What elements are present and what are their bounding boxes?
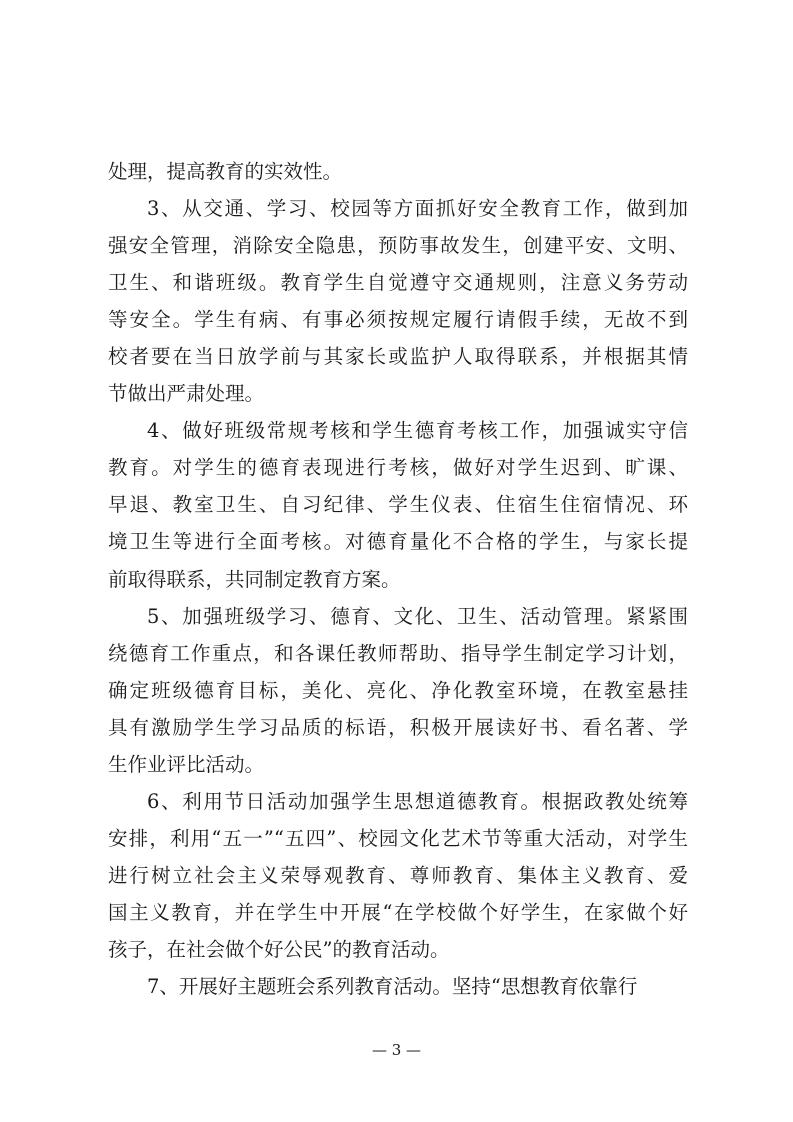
paragraph-line: 境卫生等进行全面考核。对德育量化不合格的学生，与家长提 <box>108 530 688 553</box>
paragraph-line: 教育。对学生的德育表现进行考核，做好对学生迟到、旷课、 <box>108 456 688 479</box>
paragraph-line: 生作业评比活动。 <box>108 753 265 776</box>
paragraph-line: 进行树立社会主义荣辱观教育、尊师教育、集体主义教育、爱 <box>108 864 688 887</box>
paragraph-line: 3、从交通、学习、校园等方面抓好安全教育工作，做到加 <box>147 197 688 220</box>
paragraph-line: 绕德育工作重点，和各课任教师帮助、指导学生制定学习计划， <box>108 642 688 665</box>
paragraph-line: 强安全管理，消除安全隐患，预防事故发生，创建平安、文明、 <box>108 234 688 257</box>
paragraph-line: 处理，提高教育的实效性。 <box>108 160 343 183</box>
paragraph-line: 等安全。学生有病、有事必须按规定履行请假手续，无故不到 <box>108 308 688 331</box>
page-number: — 3 — <box>371 1041 422 1059</box>
paragraph-line: 校者要在当日放学前与其家长或监护人取得联系，并根据其情 <box>108 345 688 368</box>
paragraph-line: 安排，利用“五一”“五四”、校园文化艺术节等重大活动，对学生 <box>108 827 688 850</box>
paragraph-line: 具有激励学生学习品质的标语，积极开展读好书、看名著、学 <box>108 716 688 739</box>
paragraph-line: 7、开展好主题班会系列教育活动。坚持“思想教育依靠行 <box>147 975 638 998</box>
paragraph-line: 确定班级德育目标，美化、亮化、净化教室环境，在教室悬挂 <box>108 679 688 702</box>
paragraph-line: 节做出严肃处理。 <box>108 382 265 405</box>
paragraph-line: 6、利用节日活动加强学生思想道德教育。根据政教处统筹 <box>147 790 688 813</box>
paragraph-line: 孩子，在社会做个好公民”的教育活动。 <box>108 938 450 961</box>
paragraph-line: 4、做好班级常规考核和学生德育考核工作，加强诚实守信 <box>147 419 688 442</box>
paragraph-line: 前取得联系，共同制定教育方案。 <box>108 568 401 591</box>
paragraph-line: 早退、教室卫生、自习纪律、学生仪表、住宿生住宿情况、环 <box>108 493 688 516</box>
paragraph-line: 5、加强班级学习、德育、文化、卫生、活动管理。紧紧围 <box>147 605 688 628</box>
paragraph-line: 卫生、和谐班级。教育学生自觉遵守交通规则，注意义务劳动 <box>108 271 688 294</box>
paragraph-line: 国主义教育，并在学生中开展“在学校做个好学生，在家做个好 <box>108 901 688 924</box>
